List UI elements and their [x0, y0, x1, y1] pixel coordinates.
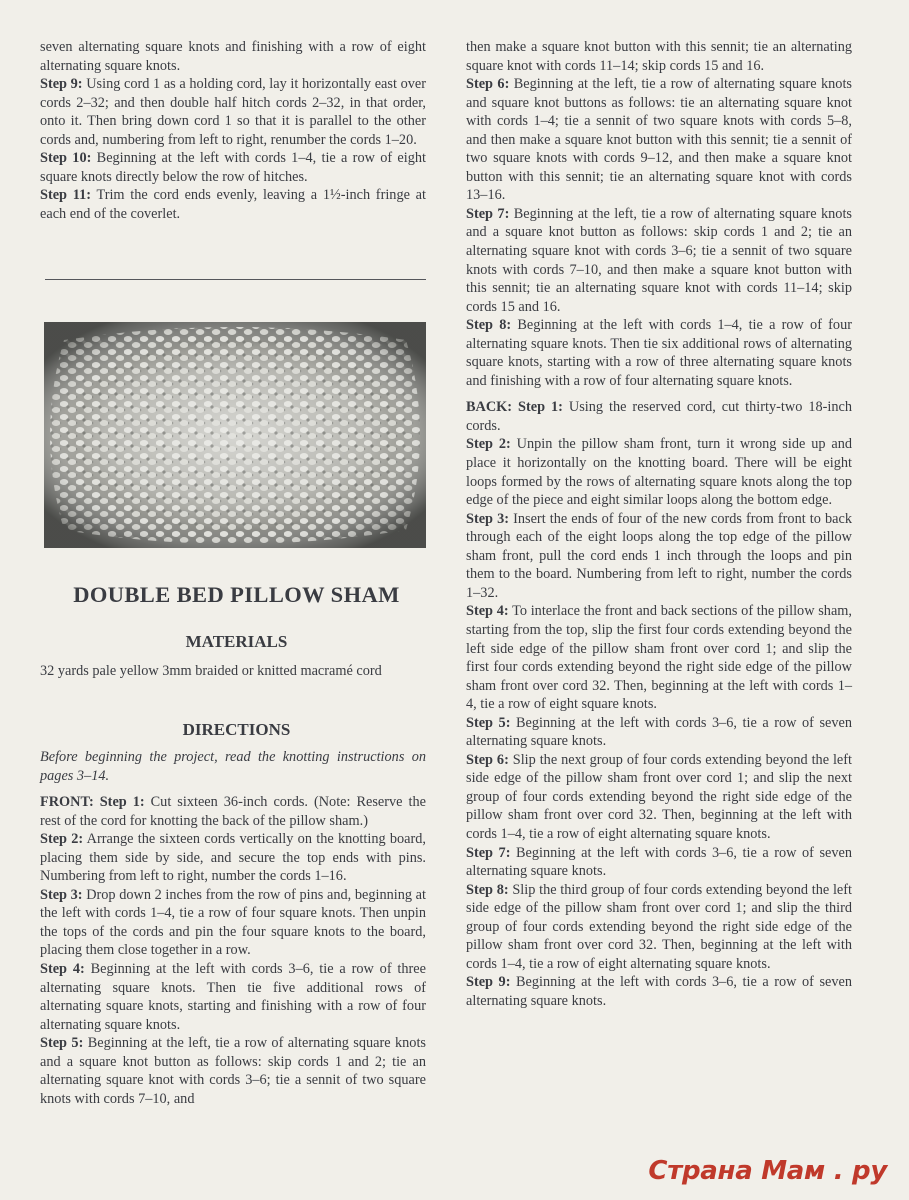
- paragraph: Step 3: Insert the ends of four of the new cords from front to back through each of the eight loops along the top edge of the pillow sham front, pull the cord ends 1 inch through the loops and pin them to the board. Numbering from left to right, number the cords 1–32.: [466, 510, 852, 601]
- paragraph: Step 2: Unpin the pillow sham front, turn it wrong side up and place it horizontally on the knotting board. There will be eight loops formed by the rows of alternating square knots along the top edge of the piece and eight similar loops along the bottom edge.: [466, 436, 852, 509]
- paragraph: Step 9: Using cord 1 as a holding cord, lay it horizontally east over cords 2–32; and then double half hitch cords 2–32, in that order, onto it. Then bring down cord 1 so that it is parallel to the other cords and, numbering from left to right, renumber the cords 1–20.: [40, 76, 426, 148]
- site-watermark: Страна Мам . ру: [648, 1156, 887, 1186]
- paragraph: Step 6: Slip the next group of four cords extending beyond the left side edge of the pillow sham front over cord 1; and slip the next group of four cords extending beyond the right side edge of the pillow sham front over cord 32. Then, beginning at the left with cords 1–4, tie a row of eight alternating square knots.: [466, 751, 852, 842]
- directions-heading: DIRECTIONS: [182, 720, 291, 739]
- materials-heading: MATERIALS: [185, 632, 288, 651]
- paragraph: Step 11: Trim the cord ends evenly, leaving a 1½-inch fringe at each end of the coverlet.: [40, 187, 426, 222]
- paragraph: then make a square knot button with this sennit; tie an alternating square knot with cords 11–14; skip cords 15 and 16.: [466, 39, 852, 74]
- paragraph: Step 3: Drop down 2 inches from the row of pins and, beginning at the left with cords 1–4, tie a row of four square knots. Then unpin the tops of the cords and pin the four square knots to the board, placing them close together in a row.: [40, 886, 426, 959]
- paragraph: Step 7: Beginning at the left with cords 3–6, tie a row of seven alternating square knots.: [466, 844, 852, 880]
- paragraph: seven alternating square knots and finishing with a row of eight alternating square knots.: [40, 39, 426, 74]
- paragraph: Step 5: Beginning at the left with cords 3–6, tie a row of seven alternating square knots.: [466, 714, 852, 750]
- page-title: DOUBLE BED PILLOW SHAM: [73, 582, 400, 607]
- paragraph: Step 8: Slip the third group of four cords extending beyond the left side edge of the pillow sham front over cord 1; and slip the third group of four cords extending beyond the right side edge of the pillow sham front over cord 32. Then, beginning at the left with cords 1–4, tie a row of eight alternating square knots.: [466, 881, 853, 972]
- section-divider: [45, 279, 426, 280]
- directions-column: [40, 748, 426, 1108]
- directions-intro: Before beginning the project, read the knotting instructions on pages 3–14.: [40, 749, 426, 784]
- paragraph: Step 4: Beginning at the left with cords 3–6, tie a row of three alternating square knots. Then tie five additional rows of alternating square knots, starting and finishing with a row of four alternating square knots.: [40, 961, 426, 1033]
- pillow-sham-photo: [44, 322, 426, 548]
- right-column: [466, 38, 852, 1010]
- paragraph: Step 7: Beginning at the left, tie a row of alternating square knots and a square knot button as follows: skip cords 1 and 2; tie an alternating square knot with cords 3–6; tie a sennit of two square knots with cords 7–10, and then make a square knot button with this sennit; tie an alternating square knot with cords 11–14; skip cords 15 and 16.: [466, 205, 852, 315]
- macrame-knots-image: [44, 322, 426, 548]
- paragraph: Step 2: Arrange the sixteen cords vertically on the knotting board, placing them side by side, and secure the top ends with pins. Numbering from left to right, number the cords 1–16.: [40, 831, 426, 885]
- paragraph: Step 9: Beginning at the left with cords 3–6, tie a row of seven alternating square knots.: [466, 974, 852, 1009]
- paragraph: Step 4: To interlace the front and back sections of the pillow sham, starting from the top, slip the first four cords extending beyond the left side edge of the pillow sham front over cord 1; and slip the first four cords extending beyond the right side edge of the pillow sham front over cord 32. Then, beginning at the left with cords 1–4, tie a row of eight square knots.: [466, 603, 852, 713]
- paragraph: Step 10: Beginning at the left with cords 1–4, tie a row of eight square knots directly below the row of hitches.: [40, 150, 426, 185]
- paragraph: Step 6: Beginning at the left, tie a row of alternating square knots and square knot buttons as follows: tie an alternating square knot with cords 1–4; tie a sennit of two square knots with cords 5–8, and then make a square knot button with this sennit; tie a sennit of two square knots with cords 9–12, and then make a square knot button with this sennit; tie an alternating square knot with cords 13–16.: [466, 76, 852, 204]
- left-column-top: [40, 38, 426, 223]
- paragraph: FRONT: Step 1: Cut sixteen 36-inch cords. (Note: Reserve the rest of the cord for knotting the back of the pillow sham.): [40, 794, 426, 829]
- paragraph: BACK: Step 1: Using the reserved cord, cut thirty-two 18-inch cords.: [466, 399, 852, 434]
- left-column-bottom: [40, 662, 426, 681]
- paragraph: Step 5: Beginning at the left, tie a row of alternating square knots and a square knot button as follows: skip cords 1 and 2; tie an alternating square knot with cords 3–6; tie a sennit of two square knots with cords 7–10, and: [40, 1035, 426, 1107]
- paragraph: Step 8: Beginning at the left with cords 1–4, tie a row of four alternating square knots. Then tie six additional rows of alternating square knots, starting with a row of three alternating square knots and finishing with a row of four alternating square knots.: [466, 317, 852, 389]
- materials-text: 32 yards pale yellow 3mm braided or knitted macramé cord: [40, 663, 382, 679]
